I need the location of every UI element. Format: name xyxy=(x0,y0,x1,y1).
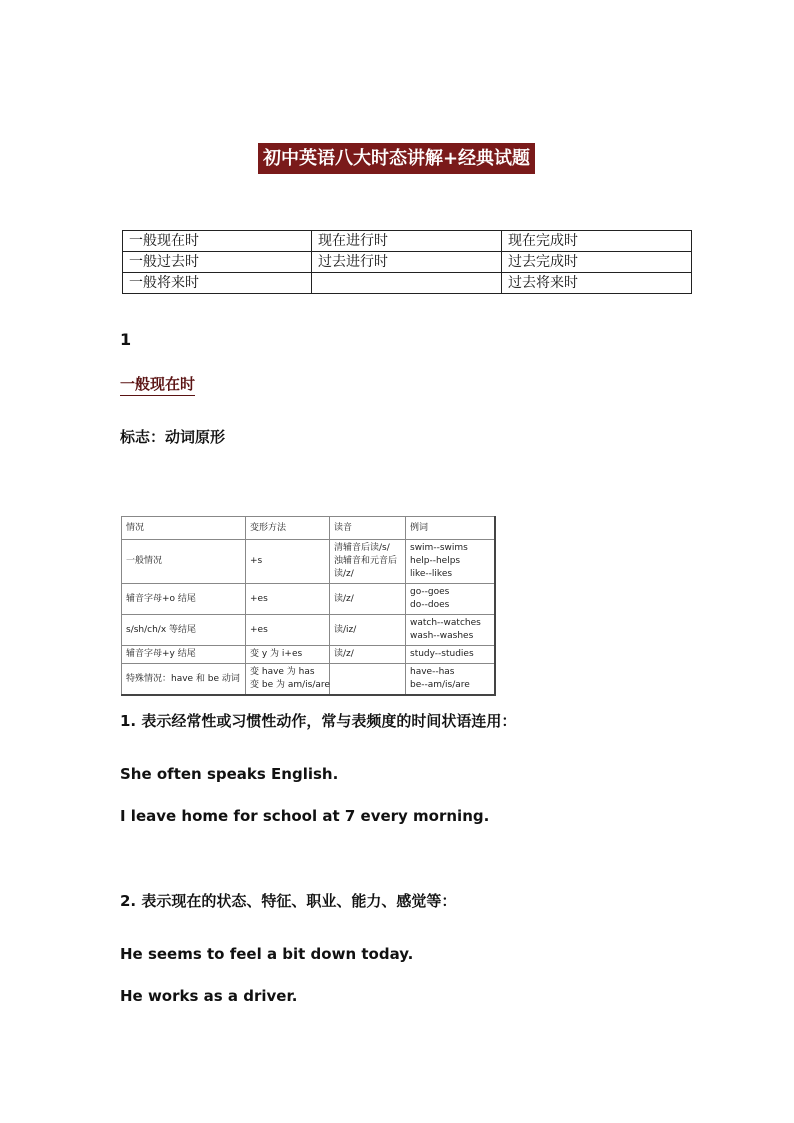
table-cell-situation: 辅音字母+y 结尾 xyxy=(122,646,246,664)
table-cell: 过去进行时 xyxy=(312,252,502,273)
table-row xyxy=(123,273,692,294)
section-title: 一般现在时 xyxy=(120,375,196,393)
example-sentence: He works as a driver. xyxy=(120,987,298,1005)
table-cell-situation: 辅音字母+o 结尾 xyxy=(122,584,246,615)
cell-line: help--helps xyxy=(410,556,461,566)
table-cell-pronunciation xyxy=(330,646,406,664)
table-cell xyxy=(312,273,502,294)
table-cell-examples xyxy=(406,664,495,696)
table-cell-pronunciation xyxy=(330,540,406,584)
table-cell-situation: s/sh/ch/x 等结尾 xyxy=(122,615,246,646)
table-cell-method: +es xyxy=(246,615,330,646)
table-cell-pronunciation xyxy=(330,584,406,615)
usage-heading-1: 1. 表示经常性或习惯性动作，常与表频度的时间状语连用： xyxy=(120,712,517,730)
table-cell-method: 变 y 为 i+es xyxy=(246,646,330,664)
table-cell: 过去将来时 xyxy=(502,273,692,294)
table-cell-examples xyxy=(406,584,495,615)
table-cell: 现在进行时 xyxy=(312,231,502,252)
table-row xyxy=(122,664,495,696)
column-header: 例词 xyxy=(406,517,495,540)
table-cell-method xyxy=(246,664,330,696)
cell-line: wash--washes xyxy=(410,631,474,641)
table-cell: 一般过去时 xyxy=(123,252,312,273)
table-cell-examples xyxy=(406,540,495,584)
cell-line: study--studies xyxy=(410,649,474,659)
cell-line: have--has xyxy=(410,667,455,677)
table-row xyxy=(123,231,692,252)
table-cell-method: +s xyxy=(246,540,330,584)
table-row xyxy=(122,584,495,615)
table-cell-examples xyxy=(406,646,495,664)
column-header: 变形方法 xyxy=(246,517,330,540)
table-row xyxy=(122,646,495,664)
cell-line: 读/z/ xyxy=(334,593,354,604)
cell-line: 变 be 为 am/is/are xyxy=(250,680,330,690)
cell-line: 读/z/ xyxy=(334,569,354,579)
table-cell-examples xyxy=(406,615,495,646)
cell-line: 浊辅音和元音后 xyxy=(334,556,398,566)
column-header: 读音 xyxy=(330,517,406,540)
usage-heading-2: 2. 表示现在的状态、特征、职业、能力、感觉等： xyxy=(120,892,457,910)
table-cell-method: +es xyxy=(246,584,330,615)
cell-line: do--does xyxy=(410,600,450,610)
cell-line: go--goes xyxy=(410,587,450,597)
cell-line: 读/z/ xyxy=(334,649,354,659)
cell-line: 变 have 为 has xyxy=(250,667,315,677)
tenses-overview-table xyxy=(122,230,692,294)
cell-line: watch--watches xyxy=(410,618,481,628)
table-row xyxy=(122,540,495,584)
table-row xyxy=(122,615,495,646)
column-header: 情况 xyxy=(122,517,246,540)
table-cell-pronunciation xyxy=(330,664,406,696)
example-sentence: She often speaks English. xyxy=(120,765,339,783)
table-cell-situation: 特殊情况：have 和 be 动词 xyxy=(122,664,246,696)
example-sentence: He seems to feel a bit down today. xyxy=(120,945,414,963)
table-header-row xyxy=(122,517,495,540)
table-cell: 一般现在时 xyxy=(123,231,312,252)
cell-line: 读/iz/ xyxy=(334,624,357,635)
table-cell: 过去完成时 xyxy=(502,252,692,273)
cell-line: like--likes xyxy=(410,569,453,579)
section-marker: 标志：动词原形 xyxy=(120,428,226,446)
cell-line: be--am/is/are xyxy=(410,680,470,690)
example-sentence: I leave home for school at 7 every morning. xyxy=(120,807,490,825)
conjugation-rules-table xyxy=(121,516,496,696)
cell-line: 清辅音后读/s/ xyxy=(334,543,390,553)
rules-table-body xyxy=(122,540,495,696)
table-cell: 现在完成时 xyxy=(502,231,692,252)
table-row xyxy=(123,252,692,273)
cell-line: swim--swims xyxy=(410,543,468,553)
table-cell-situation: 一般情况 xyxy=(122,540,246,584)
table-cell: 一般将来时 xyxy=(123,273,312,294)
table-cell-pronunciation xyxy=(330,615,406,646)
document-title: 初中英语八大时态讲解+经典试题 xyxy=(258,143,535,174)
section-number: 1 xyxy=(120,330,132,349)
